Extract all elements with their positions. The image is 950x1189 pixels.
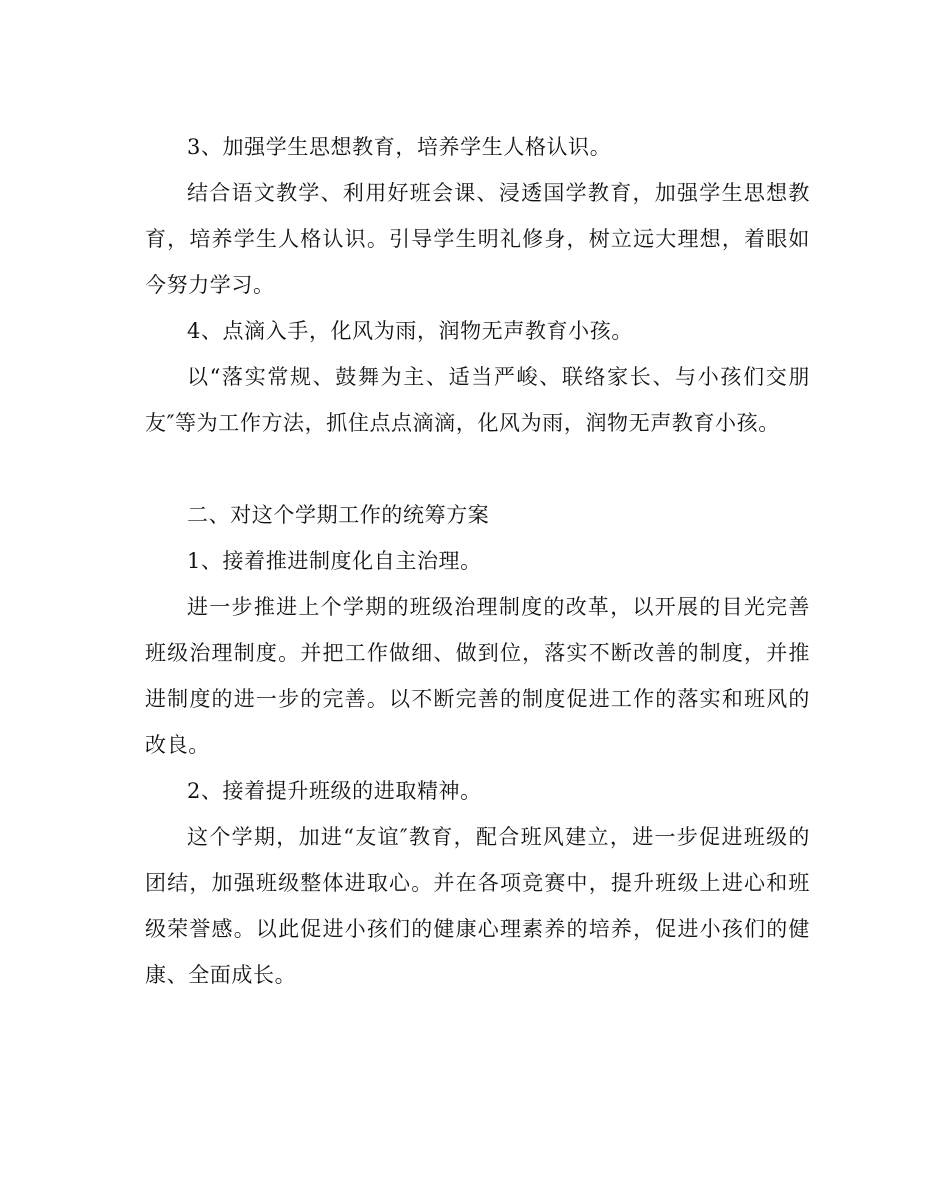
section-heading-moral-education: 3、加强学生思想教育，培养学生人格认识。 xyxy=(187,135,612,159)
section-heading-enterprising-spirit: 2、接着提升班级的进取精神。 xyxy=(187,779,482,803)
section-heading-self-governance: 1、接着推进制度化自主治理。 xyxy=(187,549,482,573)
paragraph-work-methods: 以“落实常规、鼓舞为主、适当严峻、联络家长、与小孩们交朋友″等为工作方法，抓住点点滴滴，化风为雨，润物无声教育小孩。 xyxy=(145,365,810,435)
paragraph-moral-education: 结合语文教学、利用好班会课、浸透国学教育，加强学生思想教育，培养学生人格认识。引导学生明礼修身，树立远大理想，着眼如今努力学习。 xyxy=(145,181,810,297)
paragraph-governance-system: 进一步推进上个学期的班级治理制度的改革，以开展的目光完善班级治理制度。并把工作做细、做到位，落实不断改善的制度，并推进制度的进一步的完善。以不断完善的制度促进工作的落实和班风的改良。 xyxy=(145,595,810,757)
paragraph-friendship-education: 这个学期，加进“友谊″教育，配合班风建立，进一步促进班级的团结，加强班级整体进取心。并在各项竞赛中，提升班级上进心和班级荣誉感。以此促进小孩们的健康心理素养的培养，促进小孩们的健康、全面成长。 xyxy=(145,825,810,987)
paragraph-gap xyxy=(145,446,810,492)
document-body xyxy=(145,124,810,998)
section-heading-gradual-education: 4、点滴入手，化风为雨，润物无声教育小孩。 xyxy=(187,319,633,343)
chapter-heading-semester-plan: 二、对这个学期工作的统筹方案 xyxy=(187,503,490,527)
